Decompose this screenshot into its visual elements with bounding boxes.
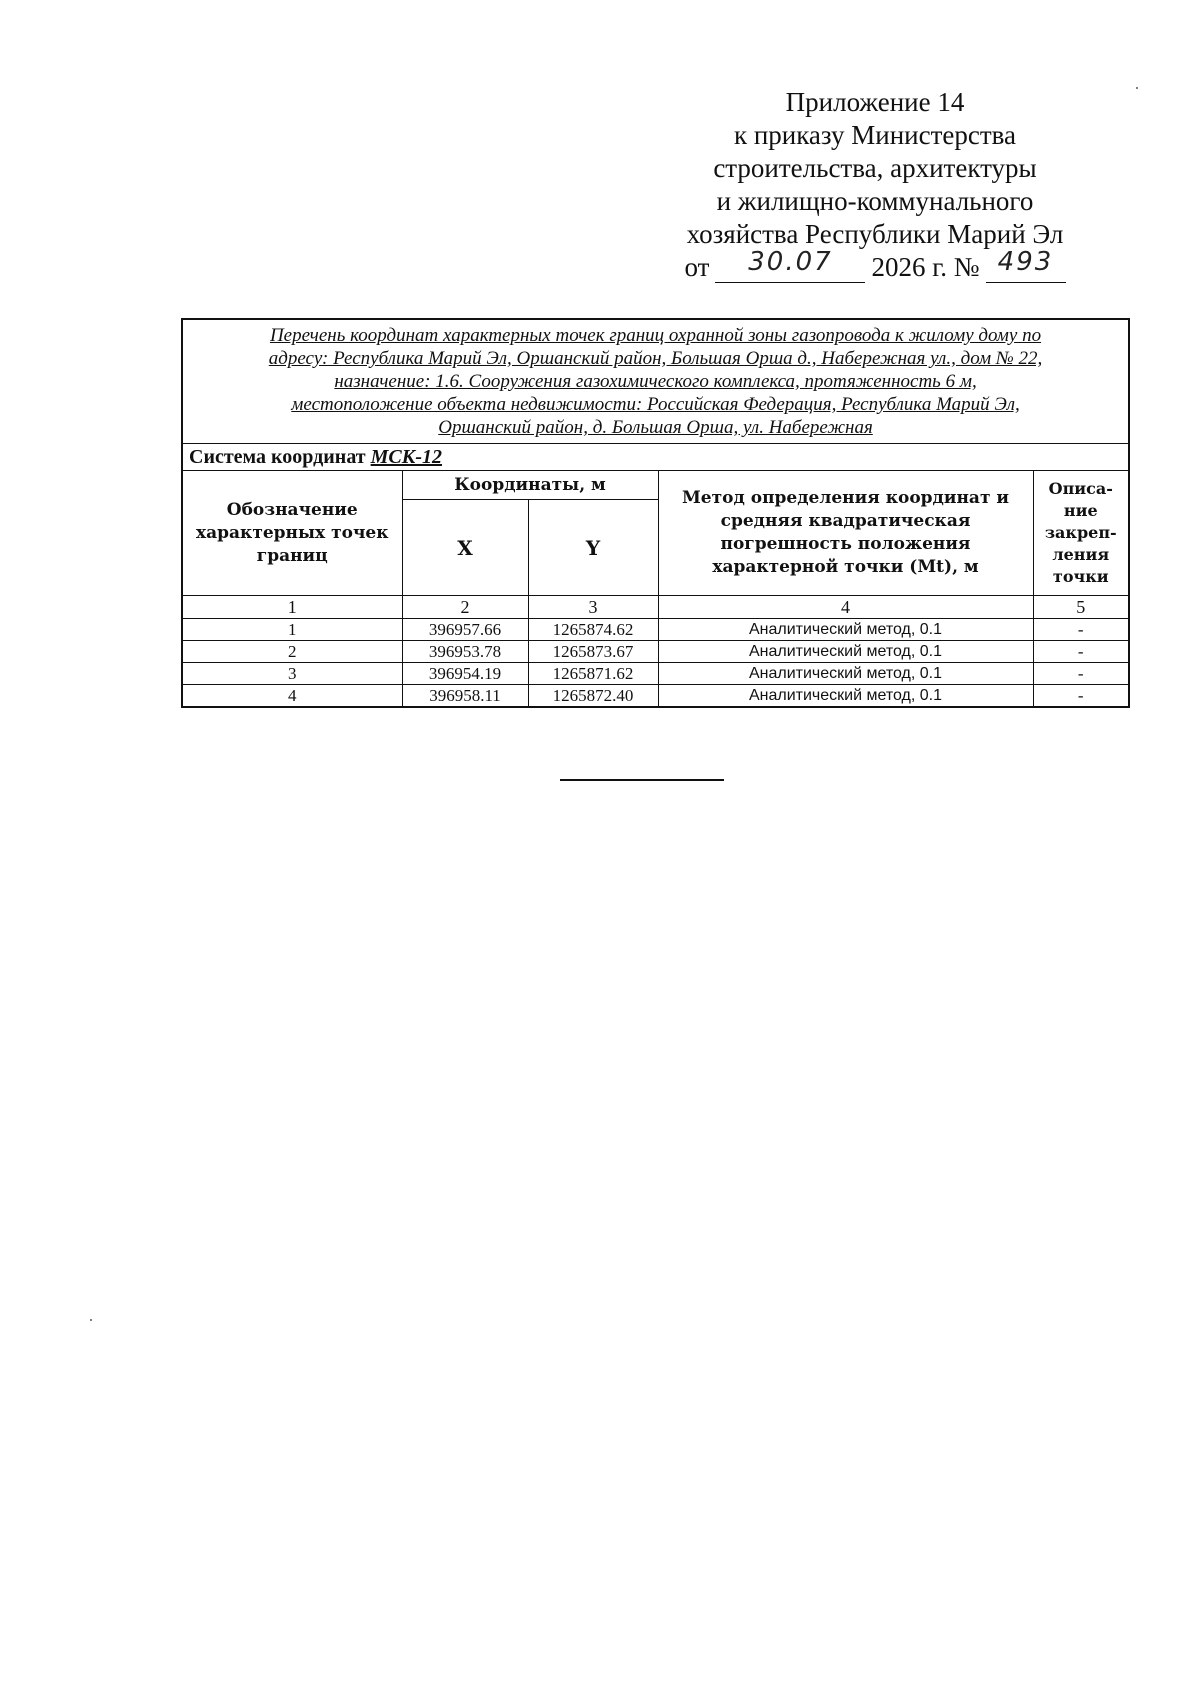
- ministry-line-3: хозяйства Республики Марий Эл: [686, 219, 1064, 249]
- column-number: 1: [182, 596, 402, 619]
- coord-x: 396954.19: [402, 663, 528, 685]
- header-description: [1033, 471, 1129, 596]
- header-coordinates: Координаты, м: [402, 471, 658, 500]
- coord-y: 1265872.40: [528, 685, 658, 708]
- point-id: 2: [182, 641, 402, 663]
- table-row: [182, 663, 1129, 685]
- coord-y: 1265871.62: [528, 663, 658, 685]
- coordinate-system-label: Система координат: [189, 445, 366, 468]
- table-row: [182, 619, 1129, 641]
- column-number-row: [182, 596, 1129, 619]
- description: -: [1033, 685, 1129, 708]
- method: Аналитический метод, 0.1: [658, 685, 1033, 708]
- point-id: 3: [182, 663, 402, 685]
- year-and-number-label: 2026 г. №: [871, 252, 980, 282]
- header-row-1: [182, 471, 1129, 500]
- column-number: 2: [402, 596, 528, 619]
- appendix-header: [640, 86, 1110, 284]
- point-id: 1: [182, 619, 402, 641]
- coord-x: 396953.78: [402, 641, 528, 663]
- caption-line: Оршанский район, д. Большая Орша, ул. Набережная: [438, 417, 873, 438]
- column-number: 3: [528, 596, 658, 619]
- caption-line: местоположение объекта недвижимости: Российская Федерация, Республика Марий Эл,: [291, 394, 1020, 415]
- order-reference-line: к приказу Министерства: [733, 120, 1017, 150]
- coord-y: 1265873.67: [528, 641, 658, 663]
- scan-speck: [90, 1319, 92, 1321]
- coord-x: 396957.66: [402, 619, 528, 641]
- caption-line: назначение: 1.6. Сооружения газохимического комплекса, протяженность 6 м,: [334, 371, 977, 392]
- table-caption: [182, 319, 1129, 444]
- method: Аналитический метод, 0.1: [658, 641, 1033, 663]
- header-description-part: точки: [1052, 567, 1109, 586]
- handwritten-order-number: 493: [997, 247, 1054, 277]
- date-prefix: от: [684, 252, 710, 282]
- order-number-field: [986, 247, 1066, 283]
- description: -: [1033, 641, 1129, 663]
- coordinate-system: [182, 444, 1129, 471]
- ministry-line-2: и жилищно-коммунального: [716, 186, 1034, 216]
- description: -: [1033, 663, 1129, 685]
- method: Аналитический метод, 0.1: [658, 663, 1033, 685]
- caption-line: адресу: Республика Марий Эл, Оршанский район, Большая Орша д., Набережная ул., дом № 22,: [268, 348, 1043, 369]
- header-method: Метод определения координат и средняя квадратическая погрешность положения характерной точки (Mt), м: [658, 471, 1033, 596]
- point-id: 4: [182, 685, 402, 708]
- header-description-part: Описа-: [1048, 479, 1113, 498]
- coordinate-system-row: [182, 444, 1129, 471]
- method: Аналитический метод, 0.1: [658, 619, 1033, 641]
- closing-separator-line: [560, 779, 724, 781]
- order-date-line: [640, 247, 1110, 284]
- column-number: 4: [658, 596, 1033, 619]
- handwritten-date: 30.07: [748, 247, 833, 277]
- ministry-line-1: строительства, архитектуры: [713, 153, 1037, 183]
- appendix-title: Приложение 14: [785, 87, 965, 117]
- header-description-part: ние: [1063, 501, 1098, 520]
- column-number: 5: [1033, 596, 1129, 619]
- coord-x: 396958.11: [402, 685, 528, 708]
- caption-line: Перечень координат характерных точек границ охранной зоны газопровода к жилому дому по: [269, 325, 1042, 346]
- caption-row: [182, 319, 1129, 444]
- header-x: X: [402, 500, 528, 596]
- scan-speck: [1136, 87, 1138, 89]
- table-row: [182, 685, 1129, 708]
- table-row: [182, 641, 1129, 663]
- coordinates-table: [181, 318, 1130, 708]
- header-description-part: закреп-: [1044, 523, 1117, 542]
- description: -: [1033, 619, 1129, 641]
- header-description-part: ления: [1052, 545, 1110, 564]
- date-field: [715, 247, 865, 283]
- header-designation: Обозначение характерных точек границ: [182, 471, 402, 596]
- coordinate-system-value: МСК-12: [370, 445, 442, 468]
- header-y: Y: [528, 500, 658, 596]
- coord-y: 1265874.62: [528, 619, 658, 641]
